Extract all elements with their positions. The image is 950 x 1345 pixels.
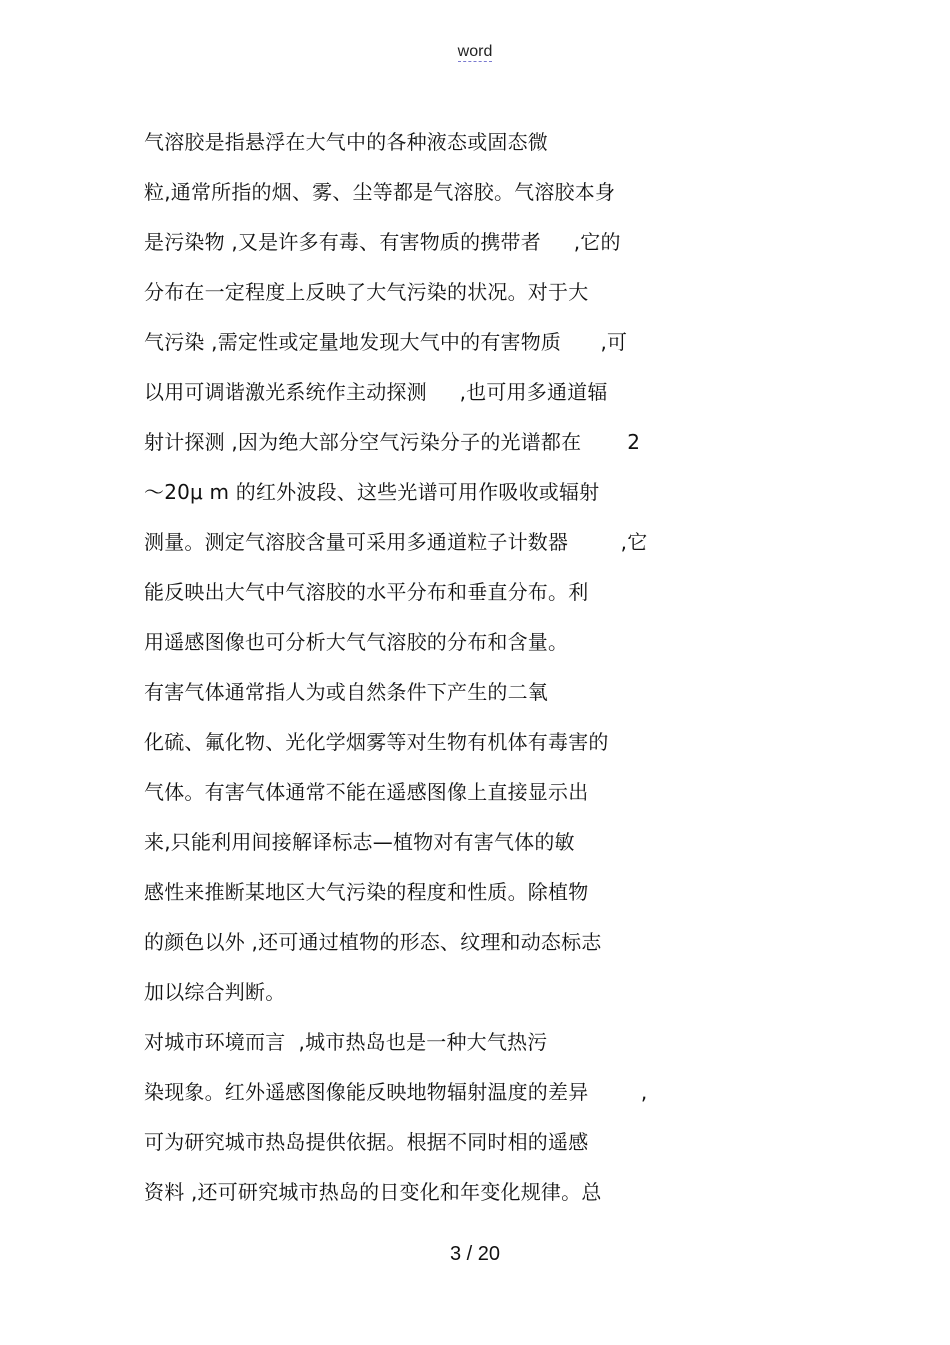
text-line: 对城市环境而言 ,城市热岛也是一种大气热污	[144, 1030, 548, 1054]
text-line: 射计探测 ,因为绝大部分空气污染分子的光谱都在 2	[144, 430, 641, 454]
text-line: 气溶胶是指悬浮在大气中的各种液态或固态微	[144, 130, 548, 154]
text-line: 染现象。红外遥感图像能反映地物辐射温度的差异 ,	[144, 1080, 648, 1104]
page-header	[0, 43, 950, 61]
text-line: 以用可调谐激光系统作主动探测 ,也可用多通道辐	[144, 380, 608, 404]
text-line: 测量。测定气溶胶含量可采用多通道粒子计数器 ,它	[144, 530, 648, 554]
text-line: 加以综合判断。	[144, 980, 286, 1004]
text-line: 可为研究城市热岛提供依据。根据不同时相的遥感	[144, 1130, 589, 1154]
text-line: 分布在一定程度上反映了大气污染的状况。对于大	[144, 280, 589, 304]
text-line: 有害气体通常指人为或自然条件下产生的二氧	[144, 680, 548, 704]
text-line: 能反映出大气中气溶胶的水平分布和垂直分布。利	[144, 580, 589, 604]
header-word-label: word	[457, 43, 493, 60]
text-line: 的颜色以外 ,还可通过植物的形态、纹理和动态标志	[144, 930, 602, 954]
text-line: 气污染 ,需定性或定量地发现大气中的有害物质 ,可	[144, 330, 628, 354]
text-line: 化硫、氟化物、光化学烟雾等对生物有机体有毒害的	[144, 730, 609, 754]
text-line: 感性来推断某地区大气污染的程度和性质。除植物	[144, 880, 589, 904]
text-line: 气体。有害气体通常不能在遥感图像上直接显示出	[144, 780, 589, 804]
text-line: 用遥感图像也可分析大气气溶胶的分布和含量。	[144, 630, 569, 654]
text-line: ～20μ m 的红外波段、这些光谱可用作吸收或辐射	[144, 480, 600, 504]
text-line: 资料 ,还可研究城市热岛的日变化和年变化规律。总	[144, 1180, 602, 1204]
text-line: 是污染物 ,又是许多有毒、有害物质的携带者 ,它的	[144, 230, 621, 254]
page-number: 3 / 20	[449, 1243, 501, 1265]
document-body	[144, 125, 704, 1225]
text-line: 粒,通常所指的烟、雾、尘等都是气溶胶。气溶胶本身	[144, 180, 616, 204]
text-line: 来,只能利用间接解译标志—植物对有害气体的敏	[144, 830, 575, 854]
